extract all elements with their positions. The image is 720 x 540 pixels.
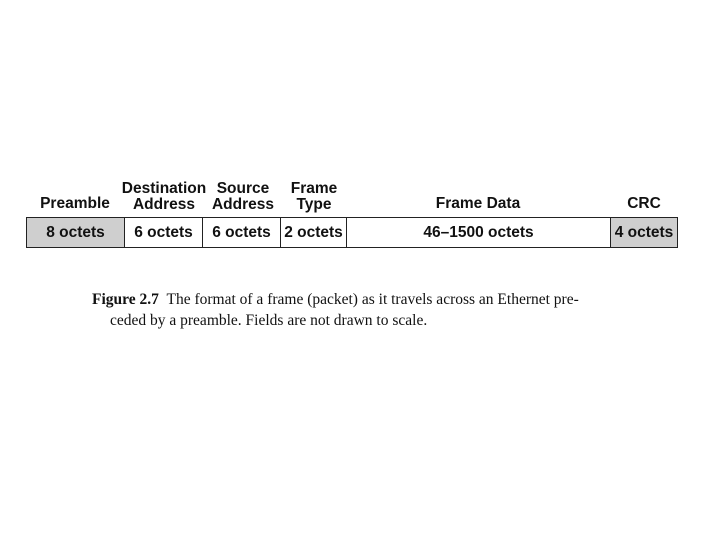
field-preamble	[27, 218, 125, 247]
header-frame-data	[346, 196, 610, 212]
field-crc-label: 4 octets	[614, 223, 674, 241]
field-frame-type	[281, 218, 347, 247]
header-source-line2: Address	[211, 196, 275, 213]
header-frame-data-text: Frame Data	[435, 195, 521, 212]
header-preamble-text: Preamble	[40, 195, 110, 212]
field-source-label: 6 octets	[212, 223, 271, 241]
field-frame-data-label: 46–1500 octets	[423, 223, 534, 241]
header-destination-line2: Address	[132, 196, 196, 213]
caption-line2: ceded by a preamble. Fields are not drawn to scale.	[110, 312, 428, 329]
field-preamble-label: 8 octets	[46, 223, 105, 241]
frame-fields-row	[26, 217, 678, 248]
field-destination-label: 6 octets	[134, 223, 193, 241]
header-crc	[610, 196, 678, 212]
header-frame-type-line2: Type	[296, 196, 332, 213]
field-frame-data	[347, 218, 611, 247]
header-frame-type	[278, 181, 350, 213]
header-source-line1: Source	[216, 180, 270, 197]
field-source-address	[203, 218, 281, 247]
header-preamble	[26, 196, 124, 212]
header-frame-type-line1: Frame	[290, 180, 338, 197]
header-destination-address	[118, 181, 210, 213]
header-source-address	[204, 181, 282, 213]
field-crc	[611, 218, 677, 247]
figure-label: Figure 2.7	[92, 291, 159, 308]
header-destination-line1: Destination	[121, 180, 207, 197]
figure-caption	[92, 289, 652, 331]
field-frame-type-label: 2 octets	[284, 223, 343, 241]
caption-line1: The format of a frame (packet) as it travels across an Ethernet pre-	[166, 291, 579, 308]
field-destination-address	[125, 218, 203, 247]
header-crc-text: CRC	[627, 195, 661, 212]
